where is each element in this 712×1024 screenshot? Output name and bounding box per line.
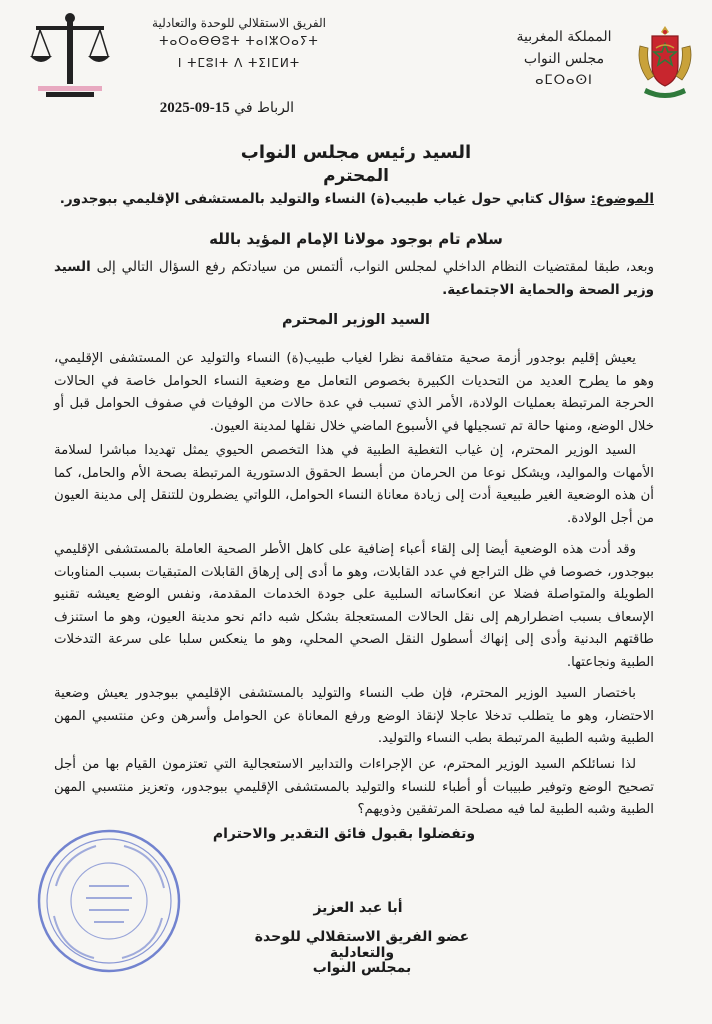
subject-label: الموضوع: (590, 191, 654, 207)
paragraph-4: باختصار السيد الوزير المحترم، فإن طب النساء والتوليد بالمستشفى الإقليمي ببوجدور يعيش وضعية الاحتضار، وهو ما يتطلب تدخلا عاجلا لإنقاذ الوضع ورفع المعاناة عن الحوامل وأسرهن وعن منتسبي المهن الطبية وشبه الطبية المرتبطة بطب النساء والتوليد. (54, 686, 654, 746)
dateline (74, 100, 294, 117)
signer-title: عضو الفريق الاستقلالي للوحدة والتعادلية (254, 929, 470, 961)
group-block (124, 16, 354, 74)
intro-paragraph (54, 256, 654, 302)
subject-text: سؤال كتابي حول غياب طبيب(ة) النساء والتوليد بالمستشفى الإقليمي ببوجدور. (59, 191, 586, 207)
coat-of-arms-icon (634, 22, 696, 100)
header-right (436, 18, 696, 108)
group-name-tifinagh-2: ⵏ ⵜⵎⵓⵏⵜ ⴷ ⵜⵉⵏⵎⵍⵜ (177, 56, 301, 70)
date-prefix: الرباط في (234, 100, 294, 116)
header-left (28, 10, 358, 110)
kingdom-name: المملكة المغربية (516, 29, 612, 45)
group-name-tifinagh-1: ⵜⴰⵔⴰⴱⴱⵓⵜ ⵜⴰⵏⵣⵔⴰⵢⵜ (159, 34, 319, 48)
signer-name: أبا عبد العزيز (313, 900, 403, 916)
addressee: السيد رئيس مجلس النواب (240, 142, 472, 163)
closing: وتفضلوا بقبول فائق التقدير والاحترام (212, 826, 476, 842)
paragraph-3: وقد أدت هذه الوضعية أيضا إلى إلقاء أعباء إضافية على كاهل الأطر الصحية العاملة بالمستشفى الإقليمي ببوجدور، خصوصا في ظل التراجع في عدد القابلات، وهو ما أدى إلى إرهاق القابلات المتبقيات بسبب المناوبات الطويلة والمتواصلة فضلا عن انعكاساته السلبية على جودة الخدمات المقدمة، ونفس الوضع يعيشه تقنيو الإسعاف بسبب اضطرارهم إلى نقل الحالات المستعجلة بشكل شبه دائم نحو مدينة العيون، وهو ما استنزف طاقتهم البدنية وأدى إلى إنهاك أسطول النقل الصحي المحلي، وهو ما ينعكس سلبا على سرعة التدخلات الطبية ونجاعتها. (54, 542, 654, 670)
scales-of-justice-icon (28, 10, 112, 102)
greeting: سلام تام بوجود مولانا الإمام المؤيد بالله (209, 230, 503, 248)
intro-text: وبعد، طبقا لمقتضيات النظام الداخلي لمجلس النواب، ألتمس من سيادتكم رفع السؤال التالي إلى (96, 259, 654, 275)
parliament-stamp (34, 826, 184, 976)
parliament-name: مجلس النواب (523, 51, 605, 67)
honorific: المحترم (323, 166, 389, 186)
paragraph-1: يعيش إقليم بوجدور أزمة صحية متفاقمة نظرا لغياب طبيب(ة) النساء والتوليد عن المستشفى الإقليمي، وهو ما يطرح العديد من التحديات الكبيرة بخصوص التعامل مع وضعية النساء الحوامل خاصة في الحالات الحرجة المرتبطة بعمليات الولادة، الأمر الذي تسبب في عدة حالات من الوفيات في صفوف الحوامل قبل أو خلال الوضع، ومنها حالة تم تسجيلها في الأسبوع الماضي خلال نقلها لمدينة العيون. (54, 351, 654, 434)
intro-recipient: السيد وزير الصحة والحماية الاجتماعية. (54, 259, 654, 298)
date: 2025-09-15 (159, 100, 230, 116)
paragraph-2: السيد الوزير المحترم، إن غياب التغطية الطبية في هذا التخصص الحيوي يمثل تهديدا مباشرا لسلامة الأمهات والمواليد، ويشكل نوعا من الحرمان من أبسط الحقوق الدستورية المرتبطة بصحة الأم والحامل، كما أن هذه الوضعية الغير طبيعية أدت إلى زيادة معاناة النساء الحوامل، اللواتي يضطرون للتنقل إلى مدينة العيون من أجل الولادة. (54, 443, 654, 526)
paragraph-5: لذا نسائلكم السيد الوزير المحترم، عن الإجراءات والتدابير الاستعجالية التي تعتزمون القيام بها من أجل تصحيح الوضع وتوفير طبيبات أو أطباء للنساء والتوليد بالمستشفى الإقليمي ببوجدور، وتعزيز منتسبي المهن الطبية وشبه الطبية لما فيه مصلحة المرتفقين وذويهم؟ (54, 757, 654, 817)
group-name: الفريق الاستقلالي للوحدة والتعادلية (152, 16, 326, 30)
signer-organization: بمجلس النواب (312, 960, 412, 976)
minister-salutation: السيد الوزير المحترم (281, 312, 431, 328)
kingdom-block (504, 26, 624, 92)
subject-line (54, 191, 654, 207)
parliament-name-tifinagh: ⴰⵎⵔⴰⵙⵏ (535, 73, 593, 88)
